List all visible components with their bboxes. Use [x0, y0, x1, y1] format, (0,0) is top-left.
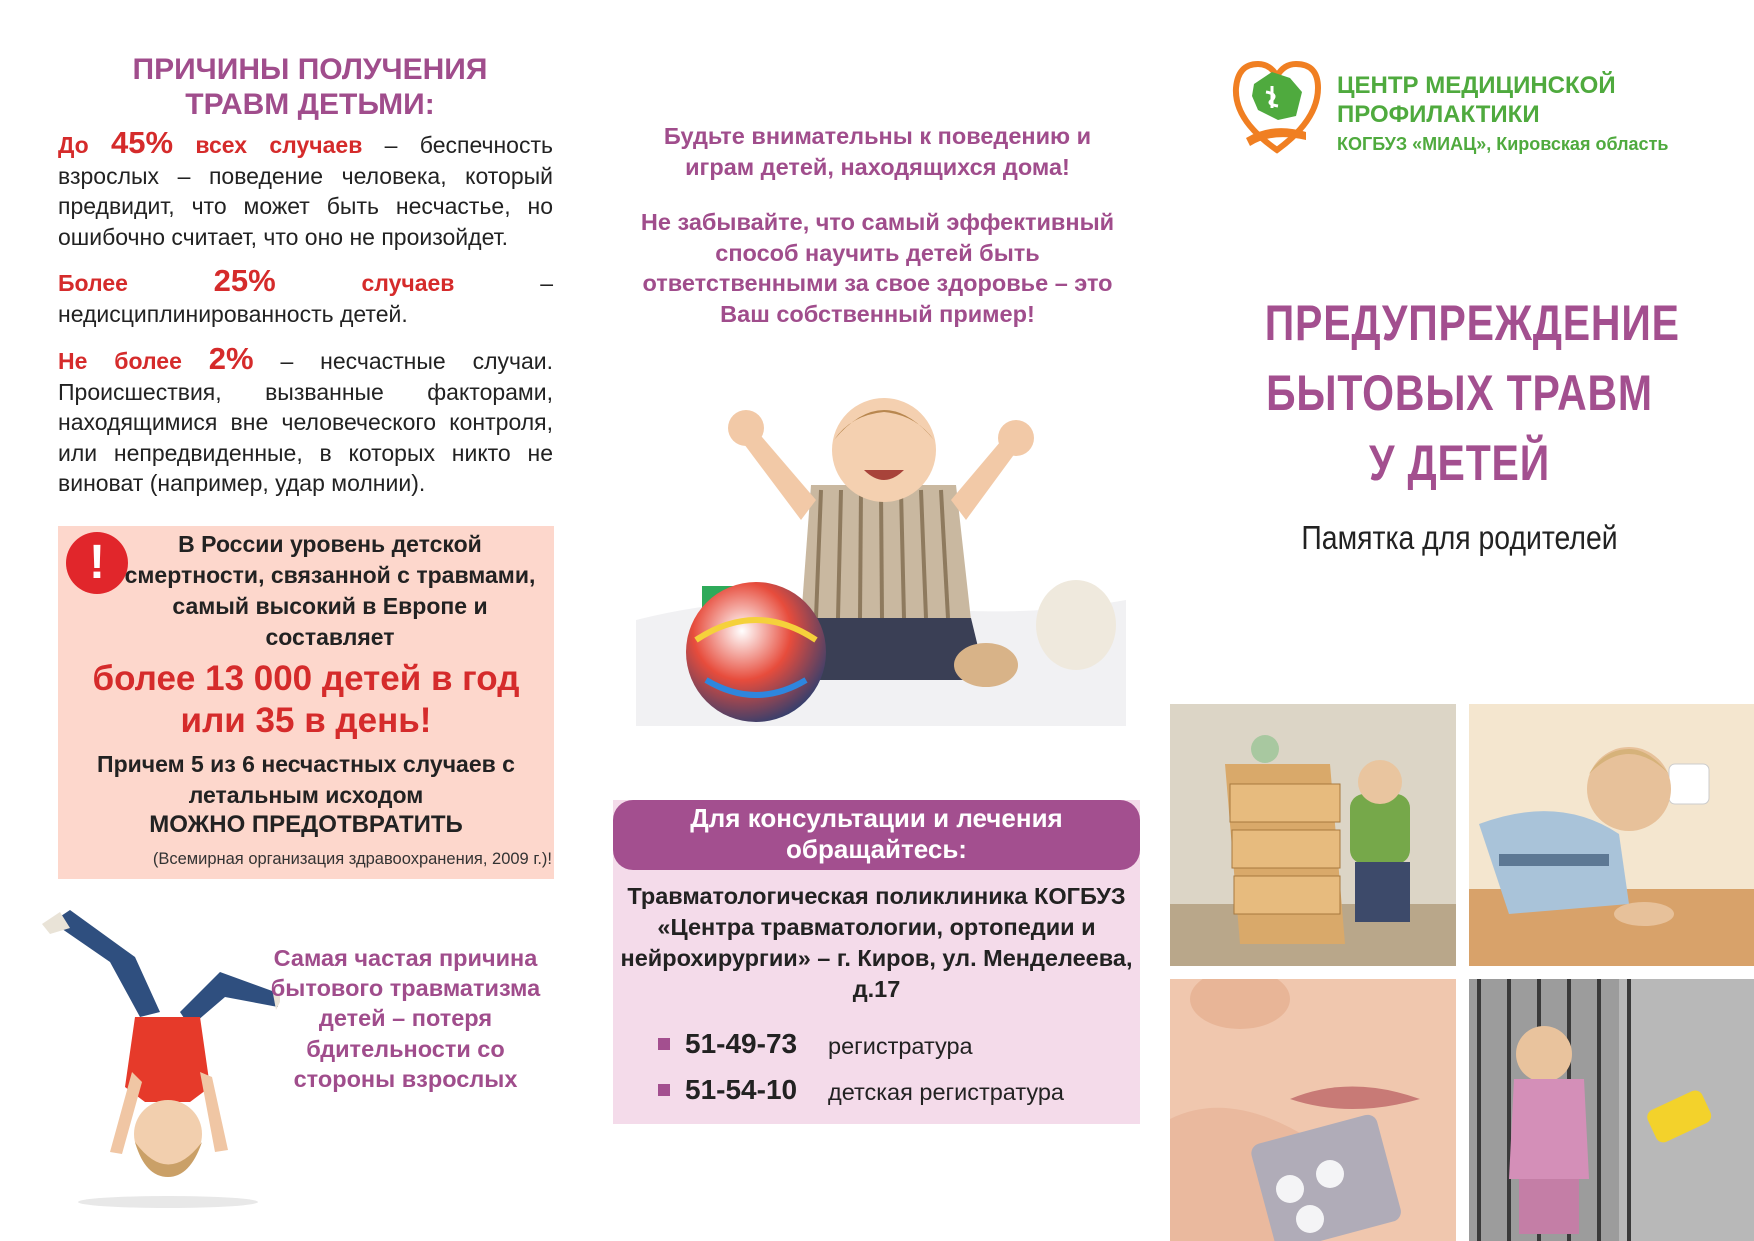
handstand-child-photo	[40, 902, 280, 1214]
child-climbing-dresser-photo	[1170, 704, 1456, 966]
remember-text: Не забывайте, что самый эффективный способ научить детей быть ответственными за свое здоровье – это Ваш собственный пример!	[640, 209, 1115, 327]
phone-row	[658, 1024, 1098, 1064]
phone-description: детская регистратура	[828, 1079, 1064, 1105]
medical-center-logo-icon	[1232, 58, 1322, 158]
phone-description: регистратура	[828, 1033, 973, 1059]
page-subtitle: Памятка для родителей	[1301, 519, 1618, 556]
russia-after: Причем 5 из 6 несчастных случаев с летальным исходом	[97, 751, 515, 808]
child-with-pills-photo	[1170, 979, 1456, 1241]
phone-number[interactable]: 51-49-73	[685, 1028, 798, 1059]
organization-name: ЦЕНТР МЕДИЦИНСКОЙ ПРОФИЛАКТИКИ	[1337, 72, 1616, 128]
baby-with-ball-photo	[636, 390, 1126, 726]
consultation-header: Для консультации и лечения обращайтесь:	[613, 800, 1140, 870]
causes-title: ПРИЧИНЫ ПОЛУЧЕНИЯ ТРАВМ ДЕТЬМИ:	[132, 53, 488, 121]
organization-subtitle: КОГБУЗ «МИАЦ», Кировская область	[1337, 134, 1669, 154]
attention-text: Будьте внимательны к поведению и играм детей, находящихся дома!	[663, 123, 1092, 180]
cause-paragraph: До 45% всех случаев – беспечность взрослых – поведение человека, который предвидит, что может быть несчастье, но ошибочно считает, что оно не произойдет.	[58, 125, 553, 250]
alert-icon: !	[66, 532, 128, 594]
frequent-cause-text: Самая частая причина бытового травматизма детей – потеря бдительности со стороны взрослых	[270, 945, 541, 1092]
russia-big-stat: более 13 000 детей в год или 35 в день!	[92, 659, 520, 740]
phone-row	[658, 1070, 1098, 1110]
clinic-address: Травматологическая поликлиника КОГБУЗ «Центра травматологии, ортопедии и нейрохирургии» – г. Киров, ул. Менделеева, д.17	[620, 883, 1133, 1002]
phone-number[interactable]: 51-54-10	[685, 1074, 798, 1105]
page-title: ПРЕДУПРЕЖДЕНИЕ БЫТОВЫХ ТРАВМ У ДЕТЕЙ	[1264, 295, 1680, 491]
bullet-icon	[658, 1084, 670, 1096]
child-on-balcony-photo	[1469, 979, 1754, 1241]
cause-paragraph: Не более 2% – несчастные случаи. Происшествия, вызванные факторами, находящимися вне человеческого контроля, или непредвиденные, в которых никто не виноват (например, удар молнии).	[58, 341, 553, 496]
russia-source: (Всемирная организация здравоохранения, 2009 г.)!	[152, 850, 552, 868]
cause-paragraph: Более 25% случаев – недисциплинированность детей.	[58, 263, 554, 327]
child-at-socket-photo	[1469, 704, 1754, 966]
russia-preventable: МОЖНО ПРЕДОТВРАТИТЬ	[149, 811, 463, 838]
russia-intro: В России уровень детской смертности, связанной с травмами, самый высокий в Европе и составляет	[124, 531, 536, 650]
bullet-icon	[658, 1038, 670, 1050]
